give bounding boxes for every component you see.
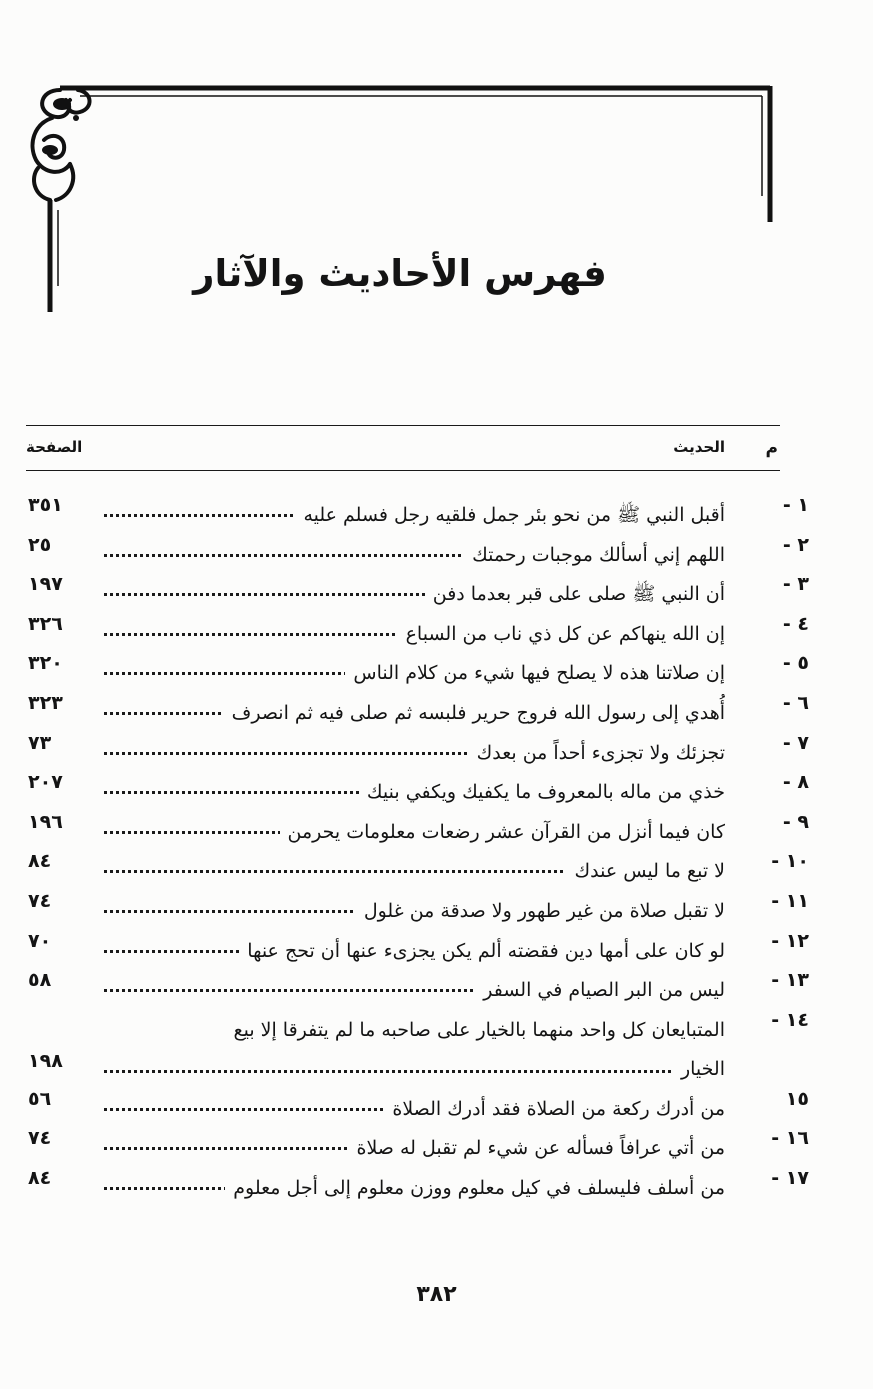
entry-page: ٢٥	[28, 533, 52, 556]
list-item	[0, 1167, 873, 1207]
list-item	[0, 890, 873, 930]
list-item	[0, 969, 873, 1009]
entry-page: ٧٠	[28, 929, 52, 952]
entry-number: ٢ -	[782, 533, 809, 556]
entry-text: أقبل النبي ﷺ من نحو بئر جمل فلقيه رجل فسلم عليه	[295, 504, 725, 526]
index-list	[0, 494, 873, 1207]
entry-number: ١١ -	[771, 889, 809, 912]
entry-number: ١٦ -	[771, 1127, 809, 1150]
entry-page: ٥٨	[28, 969, 52, 992]
entry-page: ٣٢٦	[28, 612, 63, 635]
entry-text: من أتي عرافاً فسأله عن شيء لم تقبل له صلاة	[348, 1137, 725, 1159]
entry-page: ١٩٦	[28, 810, 63, 833]
entry-number: ٥ -	[782, 652, 809, 675]
entry-number: ٩ -	[782, 810, 809, 833]
entry-number: ١٤ -	[771, 1008, 809, 1031]
entry-page: ٧٤	[28, 889, 52, 912]
entry-number: ٨ -	[782, 771, 809, 794]
list-item	[0, 1009, 873, 1088]
entry-number: ١٠ -	[771, 850, 809, 873]
entry-text: المتبايعان كل واحد منهما بالخيار على صاحبه ما لم يتفرقا إلا بيع	[225, 1019, 725, 1041]
column-header-number: م	[765, 438, 778, 458]
list-item	[0, 534, 873, 574]
entry-text: ليس من البر الصيام في السفر	[475, 979, 725, 1001]
page-title: فهرس الأحاديث والآثار	[193, 252, 607, 295]
list-item	[0, 1127, 873, 1167]
entry-text-continued: الخيار	[673, 1058, 725, 1080]
header-bottom-rule	[26, 470, 780, 471]
entry-page: ٨٤	[28, 850, 52, 873]
entry-number: ١٧ -	[771, 1166, 809, 1189]
entry-page: ١٩٨	[28, 1049, 63, 1072]
entry-text: خذي من ماله بالمعروف ما يكفيك ويكفي بنيك	[359, 781, 725, 803]
list-item	[0, 771, 873, 811]
header-top-rule	[26, 425, 780, 426]
entry-number: ١٥	[785, 1087, 809, 1110]
column-header-page: الصفحة	[26, 438, 83, 456]
entry-page: ٣٥١	[28, 494, 63, 516]
list-item	[0, 930, 873, 970]
entry-page: ٣٢٠	[28, 652, 63, 675]
entry-page: ٢٠٧	[28, 771, 63, 794]
list-item	[0, 692, 873, 732]
page-number: ٣٨٢	[416, 1282, 457, 1307]
entry-number: ٦ -	[782, 691, 809, 714]
entry-text: إن الله ينهاكم عن كل ذي ناب من السباع	[398, 623, 725, 645]
entry-text: تجزئك ولا تجزىء أحداً من بعدك	[469, 742, 725, 764]
entry-page: ٨٤	[28, 1166, 52, 1189]
entry-text: كان فيما أنزل من القرآن عشر رضعات معلومات يحرمن	[280, 821, 725, 843]
list-item	[0, 652, 873, 692]
list-item	[0, 811, 873, 851]
entry-number: ١٣ -	[771, 969, 809, 992]
list-item	[0, 1088, 873, 1128]
entry-page: ٧٤	[28, 1127, 52, 1150]
entry-number: ٧ -	[782, 731, 809, 754]
list-item	[0, 613, 873, 653]
entry-text: من أسلف فليسلف في كيل معلوم ووزن معلوم إلى أجل معلوم	[225, 1177, 725, 1199]
entry-text: من أدرك ركعة من الصلاة فقد أدرك الصلاة	[384, 1098, 725, 1120]
entry-text: إن صلاتنا هذه لا يصلح فيها شيء من كلام الناس	[345, 662, 725, 684]
list-item	[0, 494, 873, 534]
entry-text: أُهدي إلى رسول الله فروج حرير فلبسه ثم صلى فيه ثم انصرف	[224, 702, 725, 724]
entry-page: ٣٢٣	[28, 691, 63, 714]
entry-text: لا تبع ما ليس عندك	[566, 860, 725, 882]
list-item	[0, 732, 873, 772]
list-item	[0, 573, 873, 613]
entry-text: أن النبي ﷺ صلى على قبر بعدما دفن	[425, 583, 725, 605]
entry-number: ١ -	[782, 494, 809, 516]
list-item	[0, 850, 873, 890]
entry-number: ٣ -	[782, 573, 809, 596]
entry-page: ١٩٧	[28, 573, 63, 596]
entry-text: لا تقبل صلاة من غير طهور ولا صدقة من غلول	[356, 900, 725, 922]
column-header-hadith: الحديث	[673, 438, 725, 456]
entry-number: ١٢ -	[771, 929, 809, 952]
entry-number: ٤ -	[782, 612, 809, 635]
entry-text: لو كان على أمها دين فقضته ألم يكن يجزىء عنها أن تحج عنها	[239, 940, 725, 962]
entry-text: اللهم إني أسألك موجبات رحمتك	[464, 544, 725, 566]
dot-leader	[104, 1070, 725, 1073]
entry-page: ٧٣	[28, 731, 52, 754]
entry-page: ٥٦	[28, 1087, 52, 1110]
